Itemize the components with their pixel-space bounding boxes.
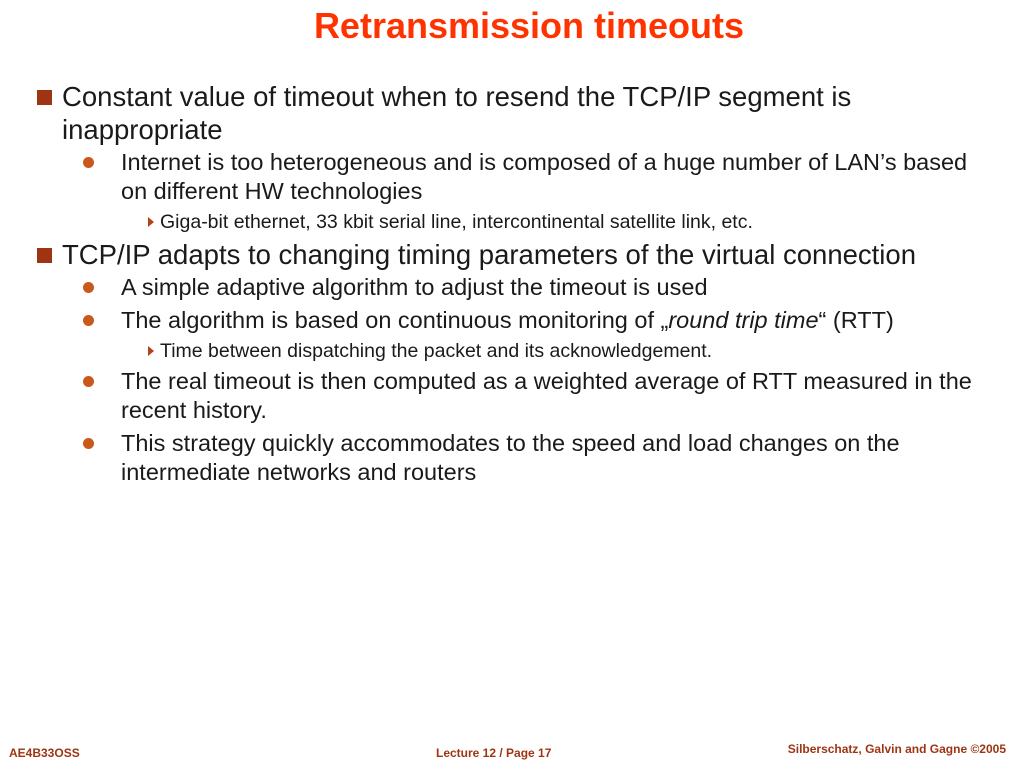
bullet-level2 [34, 367, 994, 425]
square-bullet-icon [37, 90, 52, 105]
bullet-level3 [34, 339, 994, 363]
bullet-text: Constant value of timeout when to resend the TCP/IP segment is inappropriate [62, 81, 852, 145]
triangle-bullet-icon [148, 217, 154, 227]
bullet-level2 [34, 429, 994, 487]
round-bullet-icon [83, 315, 94, 326]
bullet-level1 [34, 238, 994, 271]
bullet-text: A simple adaptive algorithm to adjust the timeout is used [121, 274, 708, 300]
round-bullet-icon [83, 438, 94, 449]
footer-page-number: Lecture 12 / Page 17 [436, 746, 552, 760]
round-bullet-icon [83, 376, 94, 387]
bullet-text-italic: round trip time [668, 307, 819, 333]
triangle-bullet-icon [148, 346, 154, 356]
bullet-text: Internet is too heterogeneous and is composed of a huge number of LAN’s based on different HW technologies [121, 149, 968, 204]
bullet-text: Giga-bit ethernet, 33 kbit serial line, intercontinental satellite link, etc. [160, 211, 753, 233]
bullet-level2 [34, 273, 994, 302]
bullet-text-after: “ (RTT) [818, 307, 894, 333]
bullet-text-before: The algorithm is based on continuous monitoring of „ [121, 307, 669, 333]
bullet-level3 [34, 210, 994, 234]
slide-body [34, 80, 994, 491]
footer-copyright: Silberschatz, Galvin and Gagne ©2005 [787, 742, 1006, 756]
slide-title: Retransmission timeouts [313, 5, 745, 46]
bullet-level1 [34, 80, 994, 146]
bullet-text: This strategy quickly accommodates to the speed and load changes on the intermediate networks and routers [121, 430, 900, 485]
square-bullet-icon [37, 248, 52, 263]
round-bullet-icon [83, 282, 94, 293]
footer-course-code: AE4B33OSS [9, 746, 80, 760]
bullet-level2 [34, 306, 994, 335]
bullet-text: The real timeout is then computed as a weighted average of RTT measured in the recent history. [121, 368, 972, 423]
bullet-text: Time between dispatching the packet and its acknowledgement. [160, 340, 713, 362]
bullet-level2 [34, 148, 994, 206]
bullet-text: TCP/IP adapts to changing timing parameters of the virtual connection [62, 239, 916, 270]
round-bullet-icon [83, 157, 94, 168]
